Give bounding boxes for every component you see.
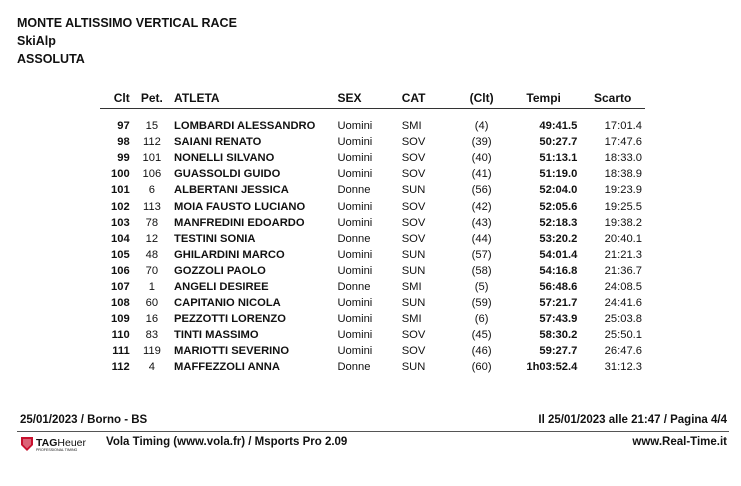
cell-tempi: 54:16.8 — [539, 264, 578, 277]
cell-atleta: SAIANI RENATO — [174, 136, 262, 149]
cell-atleta: MOIA FAUSTO LUCIANO — [174, 200, 306, 213]
cell-sex: Uomini — [337, 329, 373, 342]
cell-tempi: 58:30.2 — [539, 329, 578, 342]
cell-cat: SMI — [401, 120, 422, 133]
cell-tempi: 52:04.0 — [539, 184, 578, 197]
cell-cat-clt: (40) — [471, 152, 492, 165]
cell-pettorale: 113 — [142, 200, 161, 213]
cell-clt: 107 — [111, 280, 130, 293]
cell-pettorale: 1 — [148, 280, 155, 293]
cell-sex: Donne — [337, 184, 371, 197]
cell-pettorale: 6 — [148, 184, 155, 197]
header-spacer — [100, 109, 645, 119]
cell-scarto: 24:08.5 — [604, 280, 642, 293]
cell-clt: 98 — [117, 136, 130, 149]
cell-cat: SOV — [401, 345, 426, 358]
col-scarto: Scarto — [580, 88, 645, 109]
cell-sex: Donne — [337, 232, 371, 245]
cell-cat: SOV — [401, 168, 426, 181]
cell-cat: SUN — [401, 297, 426, 310]
cell-clt: 109 — [111, 313, 130, 326]
cell-cat: SMI — [401, 280, 422, 293]
table-row — [100, 118, 645, 134]
cell-scarto: 19:25.5 — [604, 200, 642, 213]
cell-cat-clt: (60) — [471, 361, 492, 374]
cell-cat: SUN — [401, 248, 426, 261]
cell-pettorale: 83 — [145, 329, 159, 342]
table-row — [100, 166, 645, 182]
cell-tempi: 51:13.1 — [539, 152, 578, 165]
cell-clt: 106 — [111, 264, 130, 277]
print-info: Il 25/01/2023 alle 21:47 / Pagina 4/4 — [538, 414, 727, 426]
cell-sex: Uomini — [337, 264, 373, 277]
cell-cat: SOV — [401, 136, 426, 149]
cell-tempi: 57:43.9 — [539, 313, 578, 326]
table-row — [100, 215, 645, 231]
cell-atleta: GHILARDINI MARCO — [174, 248, 285, 261]
cell-scarto: 19:38.2 — [604, 216, 642, 229]
cell-clt: 97 — [117, 120, 130, 133]
cell-pettorale: 119 — [142, 345, 161, 358]
cell-clt: 108 — [111, 297, 130, 310]
col-pettorale: Pet. — [133, 88, 171, 109]
cell-atleta: CAPITANIO NICOLA — [174, 297, 281, 310]
cell-cat: SUN — [401, 361, 426, 374]
cell-atleta: GOZZOLI PAOLO — [174, 264, 266, 277]
cell-sex: Uomini — [337, 248, 373, 261]
cell-cat-clt: (43) — [471, 216, 492, 229]
table-row — [100, 198, 645, 214]
cell-scarto: 18:38.9 — [604, 168, 642, 181]
col-cat: CAT — [399, 88, 457, 109]
cell-scarto: 17:47.6 — [604, 136, 642, 149]
cell-atleta: ALBERTANI JESSICA — [174, 184, 289, 197]
cell-scarto: 19:23.9 — [604, 184, 642, 197]
cell-sex: Uomini — [337, 345, 373, 358]
cell-pettorale: 12 — [145, 232, 159, 245]
footer-divider — [17, 431, 729, 432]
cell-clt: 105 — [111, 248, 130, 261]
cell-cat-clt: (6) — [474, 313, 489, 326]
table-row — [100, 231, 645, 247]
cell-cat: SOV — [401, 200, 426, 213]
cell-pettorale: 78 — [145, 216, 159, 229]
cell-cat: SOV — [401, 216, 426, 229]
cell-pettorale: 70 — [145, 264, 159, 277]
cell-pettorale: 16 — [145, 313, 159, 326]
cell-clt: 99 — [117, 152, 130, 165]
logo-brand-tag: TAG — [36, 437, 58, 449]
timing-credit: Vola Timing (www.vola.fr) / Msports Pro 2.09 — [106, 436, 348, 448]
cell-tempi: 56:48.6 — [539, 280, 578, 293]
cell-atleta: TESTINI SONIA — [174, 232, 256, 245]
cell-clt: 101 — [111, 184, 130, 197]
cell-cat-clt: (39) — [471, 136, 492, 149]
table-row — [100, 279, 645, 295]
cell-atleta: LOMBARDI ALESSANDRO — [174, 120, 316, 133]
col-tempi: Tempi — [507, 88, 580, 109]
table-row — [100, 327, 645, 343]
table-row — [100, 359, 645, 375]
cell-clt: 112 — [111, 361, 130, 374]
ranking-category: ASSOLUTA — [17, 52, 85, 66]
cell-atleta: GUASSOLDI GUIDO — [174, 168, 281, 181]
table-row — [100, 343, 645, 359]
cell-scarto: 31:12.3 — [604, 361, 642, 374]
race-discipline: SkiAlp — [17, 34, 56, 48]
cell-cat: SOV — [401, 232, 426, 245]
cell-scarto: 17:01.4 — [604, 120, 642, 133]
cell-cat-clt: (56) — [471, 184, 492, 197]
cell-pettorale: 106 — [142, 168, 162, 181]
col-atleta: ATLETA — [171, 88, 334, 109]
cell-tempi: 50:27.7 — [539, 136, 578, 149]
cell-cat: SMI — [401, 313, 422, 326]
cell-atleta: ANGELI DESIREE — [174, 280, 269, 293]
cell-sex: Donne — [337, 361, 371, 374]
cell-sex: Donne — [337, 280, 371, 293]
cell-tempi: 51:19.0 — [539, 168, 578, 181]
cell-atleta: MAFFEZZOLI ANNA — [174, 361, 280, 374]
cell-pettorale: 4 — [148, 361, 155, 374]
report-header — [17, 14, 237, 68]
cell-tempi: 1h03:52.4 — [526, 361, 578, 374]
cell-scarto: 26:47.6 — [604, 345, 642, 358]
cell-sex: Uomini — [337, 200, 373, 213]
table-row — [100, 295, 645, 311]
col-clt: Clt — [100, 88, 133, 109]
cell-clt: 104 — [111, 232, 130, 245]
table-row — [100, 311, 645, 327]
cell-sex: Uomini — [337, 216, 373, 229]
cell-cat-clt: (46) — [471, 345, 492, 358]
table-row — [100, 150, 645, 166]
cell-atleta: TINTI MASSIMO — [174, 329, 259, 342]
cell-cat-clt: (41) — [471, 168, 492, 181]
cell-cat-clt: (59) — [471, 297, 492, 310]
results-table — [100, 88, 645, 376]
cell-cat-clt: (42) — [471, 200, 492, 213]
event-date-place: 25/01/2023 / Borno - BS — [20, 414, 148, 426]
cell-sex: Uomini — [337, 136, 373, 149]
cell-pettorale: 60 — [145, 297, 159, 310]
logo-brand-heuer: Heuer — [57, 437, 86, 449]
cell-cat-clt: (58) — [471, 264, 492, 277]
cell-pettorale: 48 — [145, 248, 159, 261]
table-row — [100, 263, 645, 279]
cell-clt: 110 — [111, 329, 130, 342]
cell-tempi: 52:05.6 — [539, 200, 578, 213]
cell-scarto: 20:40.1 — [604, 232, 642, 245]
cell-tempi: 59:27.7 — [539, 345, 578, 358]
cell-atleta: NONELLI SILVANO — [174, 152, 275, 165]
table-row — [100, 134, 645, 150]
cell-cat-clt: (44) — [471, 232, 492, 245]
cell-pettorale: 112 — [142, 136, 161, 149]
cell-tempi: 57:21.7 — [539, 297, 578, 310]
cell-scarto: 25:50.1 — [604, 329, 642, 342]
table-row — [100, 247, 645, 263]
cell-scarto: 21:36.7 — [604, 264, 642, 277]
cell-scarto: 24:41.6 — [604, 297, 642, 310]
logo-tagline: PROFESSIONAL TIMING — [36, 448, 78, 452]
cell-tempi: 52:18.3 — [539, 216, 578, 229]
cell-pettorale: 15 — [145, 120, 159, 133]
cell-tempi: 49:41.5 — [539, 120, 578, 133]
cell-cat-clt: (45) — [471, 329, 492, 342]
cell-cat-clt: (57) — [471, 248, 492, 261]
tag-heuer-logo — [20, 436, 100, 452]
cell-tempi: 53:20.2 — [539, 232, 578, 245]
cell-pettorale: 101 — [142, 152, 162, 165]
cell-atleta: MANFREDINI EDOARDO — [174, 216, 305, 229]
table-row — [100, 182, 645, 198]
cell-sex: Uomini — [337, 120, 373, 133]
cell-cat: SOV — [401, 152, 426, 165]
cell-scarto: 25:03.8 — [604, 313, 642, 326]
cell-clt: 102 — [111, 200, 130, 213]
col-cat-clt: (Clt) — [456, 88, 507, 109]
cell-tempi: 54:01.4 — [539, 248, 578, 261]
cell-clt: 100 — [111, 168, 130, 181]
cell-clt: 103 — [111, 216, 130, 229]
results-body — [100, 109, 645, 376]
cell-scarto: 21:21.3 — [604, 248, 642, 261]
col-sex: SEX — [334, 88, 398, 109]
race-title: MONTE ALTISSIMO VERTICAL RACE — [17, 16, 237, 30]
results-header-row — [100, 88, 645, 109]
cell-scarto: 18:33.0 — [604, 152, 642, 165]
cell-atleta: MARIOTTI SEVERINO — [174, 345, 290, 358]
cell-cat: SUN — [401, 264, 426, 277]
cell-sex: Uomini — [337, 313, 373, 326]
cell-atleta: PEZZOTTI LORENZO — [174, 313, 286, 326]
cell-cat: SOV — [401, 329, 426, 342]
cell-cat: SUN — [401, 184, 426, 197]
cell-sex: Uomini — [337, 168, 373, 181]
cell-cat-clt: (4) — [474, 120, 489, 133]
cell-clt: 111 — [112, 345, 130, 358]
cell-sex: Uomini — [337, 297, 373, 310]
website-link[interactable]: www.Real-Time.it — [632, 436, 727, 448]
cell-sex: Uomini — [337, 152, 373, 165]
cell-cat-clt: (5) — [474, 280, 489, 293]
